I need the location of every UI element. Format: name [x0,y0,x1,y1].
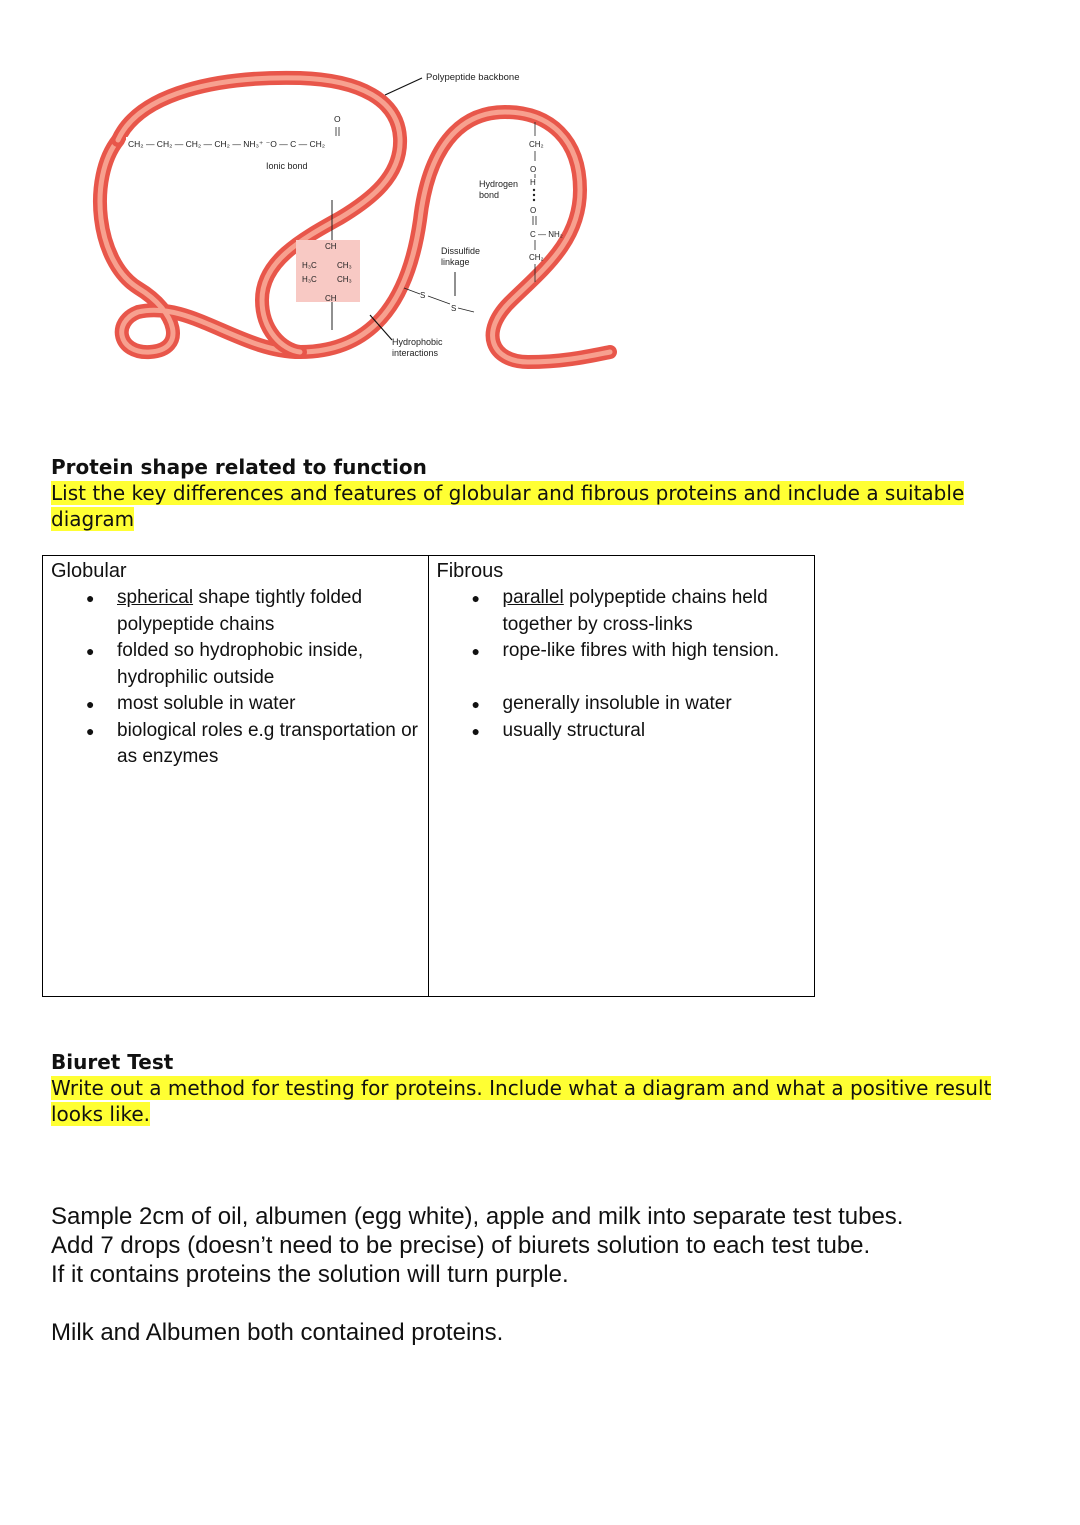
list-item: ● biological roles e.g transportation or as enzymes [117,718,428,771]
globular-list [43,585,428,771]
list-item: ● most soluble in water [117,691,428,718]
ch2-bottom-label: CH₂ [529,253,544,262]
hydrophobic-label-2: interactions [392,348,439,358]
fibrous-list [429,585,815,744]
method-line: If it contains proteins the solution will turn purple. [51,1261,569,1288]
method-line: Add 7 drops (doesn’t need to be precise) of biurets solution to each test tube. [51,1232,871,1259]
disulfide-label-2: linkage [441,257,470,267]
biuret-prompt: Write out a method for testing for proteins. Include what a diagram and what a positive result looks like. [51,1076,992,1126]
hydrogen-bond-label-2: bond [479,190,500,200]
fibrous-header: Fibrous [436,560,504,582]
globular-header: Globular [51,560,127,582]
ch-top-label: CH [325,242,337,251]
ch2-top-label: CH₂ [529,140,544,149]
ch3-label-1: CH₃ [337,261,352,270]
backbone-label: Polypeptide backbone [426,72,520,83]
protein-shape-section [51,455,1011,532]
protein-comparison-table [42,555,815,997]
hbond-dot-2 [533,194,535,196]
protein-shape-heading: Protein shape related to function [51,455,427,479]
protein-shape-prompt: List the key differences and features of globular and fibrous proteins and include a suitable diagram [51,481,965,531]
ch-bottom-label: CH [325,294,337,303]
disulfide-bridge [404,288,474,312]
hbond-dot-1 [533,189,535,191]
backbone-pointer-line [385,78,422,95]
fibrous-column [429,556,815,996]
hbond-oxygen-2: O [530,206,537,215]
disulfide-label-1: Dissulfide [441,246,481,256]
biuret-heading: Biuret Test [51,1050,174,1074]
sulfur-label-1: S [420,291,426,300]
sulfur-label-2: S [451,304,457,313]
ionic-bond-formula: CH₂ — CH₂ — CH₂ — CH₂ — NH₃⁺ ⁻O — C — CH₂ [128,139,326,149]
hbond-oxygen-1: O [530,165,537,174]
h3c-label-2: H₃C [302,275,317,284]
globular-column [43,556,429,996]
list-item: ● rope-like fibres with high tension. [503,638,815,665]
ch3-label-2: CH₃ [337,275,352,284]
ionic-oxygen-label: O [334,114,341,124]
hbond-dot-3 [533,199,535,201]
biuret-method [51,1202,1041,1347]
c-nh2-label: C — NH₂ [530,230,563,239]
hydrophobic-label-1: Hydrophobic [392,337,443,347]
hbond-hydrogen: H [530,178,536,187]
list-item: ● usually structural [503,718,815,745]
biuret-section [51,1050,1031,1127]
ionic-bond-label: Ionic bond [266,161,308,171]
method-conclusion: Milk and Albumen both contained proteins. [51,1319,504,1346]
polypeptide-backbone [100,78,610,362]
list-item: ● parallel polypeptide chains held together by cross-links [503,585,815,638]
protein-tertiary-structure-diagram [0,0,1080,440]
method-line: Sample 2cm of oil, albumen (egg white), apple and milk into separate test tubes. [51,1203,904,1230]
list-item: ● folded so hydrophobic inside, hydrophilic outside [117,638,428,691]
list-item: ● spherical shape tightly folded polypeptide chains [117,585,428,638]
list-item: ● generally insoluble in water [503,691,815,718]
h3c-label-1: H₃C [302,261,317,270]
hydrogen-bond-label-1: Hydrogen [479,179,519,189]
